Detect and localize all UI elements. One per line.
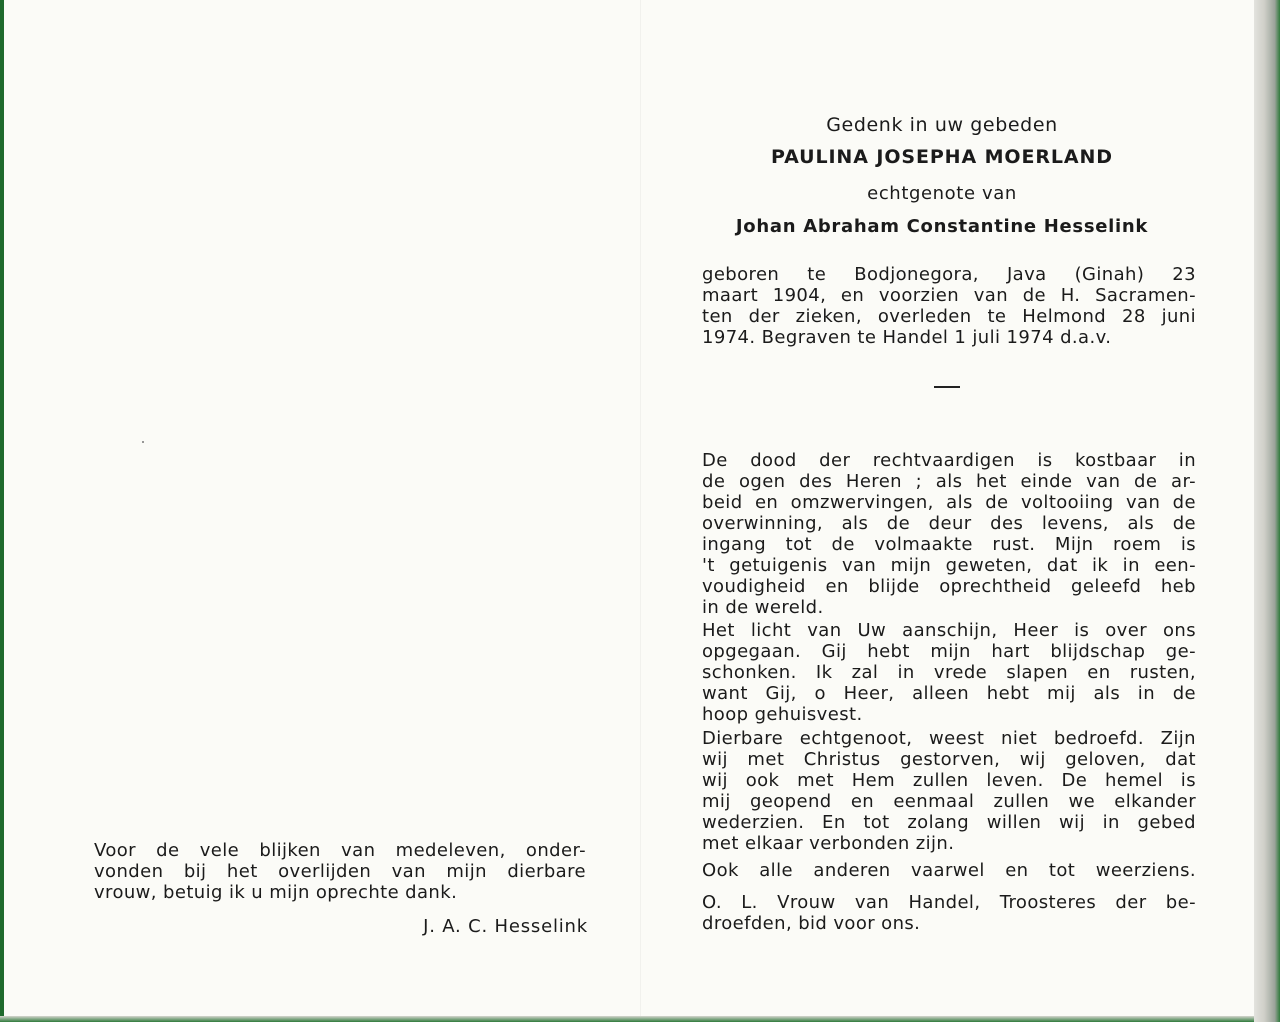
paragraph-4 [702,860,1196,881]
thanks-line: vrouw, betuig ik u mijn oprechte dank. [94,882,458,903]
text-line: wederzien. En tot zolang willen wij in gebed [702,812,1196,833]
text-line: droefden, bid voor ons. [702,913,921,934]
paragraph-2 [702,620,1196,725]
text-line: Het licht van Uw aanschijn, Heer is over ons [702,620,1196,641]
paragraph-1 [702,450,1196,618]
memorial-card [4,0,1254,1016]
gedenk-line: Gedenk in uw gebeden [826,114,1058,136]
paper-speck [142,441,144,443]
text-line: opgegaan. Gij hebt mijn hart blijdschap ge- [702,641,1196,662]
text-line: want Gij, o Heer, alleen hebt mij als in de [702,683,1196,704]
bio-line: 1974. Begraven te Handel 1 juli 1974 d.a.v. [702,327,1112,348]
separator-dash [934,386,960,388]
text-line: wij met Christus gestorven, wij geloven, dat [702,749,1196,770]
text-line: in de wereld. [702,597,824,618]
spouse-name: Johan Abraham Constantine Hesselink [735,216,1149,237]
text-line: overwinning, als de deur des levens, als de [702,513,1196,534]
thanks-line: vonden bij het overlijden van mijn dierbare [94,861,586,882]
text-line: schonken. Ik zal in vrede slapen en rusten, [702,662,1196,683]
text-line: ingang tot de volmaakte rust. Mijn roem is [702,534,1196,555]
bio-line: maart 1904, en voorzien van de H. Sacramen- [702,285,1196,306]
bio-line: ten der zieken, overleden te Helmond 28 juni [702,306,1196,327]
fold-line [640,0,641,1016]
deceased-name: PAULINA JOSEPHA MOERLAND [771,146,1113,168]
thanks-line: Voor de vele blijken van medeleven, onder- [94,840,586,861]
relation-line: echtgenote van [867,183,1017,204]
text-line: voudigheid en blijde oprechtheid geleefd heb [702,576,1196,597]
card-right-edge [1254,0,1280,1022]
signature: J. A. C. Hesselink [423,916,588,937]
paragraph-5 [702,892,1196,934]
text-line: mij geopend en eenmaal zullen we elkander [702,791,1196,812]
text-line: Dierbare echtgenoot, weest niet bedroefd. Zijn [702,728,1196,749]
paragraph-3 [702,728,1196,854]
thanks-paragraph [94,840,586,903]
bio-paragraph [702,264,1196,348]
text-line: 't getuigenis van mijn geweten, dat ik in een- [702,555,1196,576]
text-line: De dood der rechtvaardigen is kostbaar in [702,450,1196,471]
text-line: met elkaar verbonden zijn. [702,833,955,854]
text-line: beid en omzwervingen, als de voltooiing van de [702,492,1196,513]
text-line: hoop gehuisvest. [702,704,863,725]
card-bottom-edge [0,1016,1254,1022]
text-line: de ogen des Heren ; als het einde van de ar- [702,471,1196,492]
bio-line: geboren te Bodjonegora, Java (Ginah) 23 [702,264,1196,285]
text-line: O. L. Vrouw van Handel, Troosteres der be- [702,892,1196,913]
text-line: Ook alle anderen vaarwel en tot weerziens. [702,860,1196,881]
text-line: wij ook met Hem zullen leven. De hemel is [702,770,1196,791]
